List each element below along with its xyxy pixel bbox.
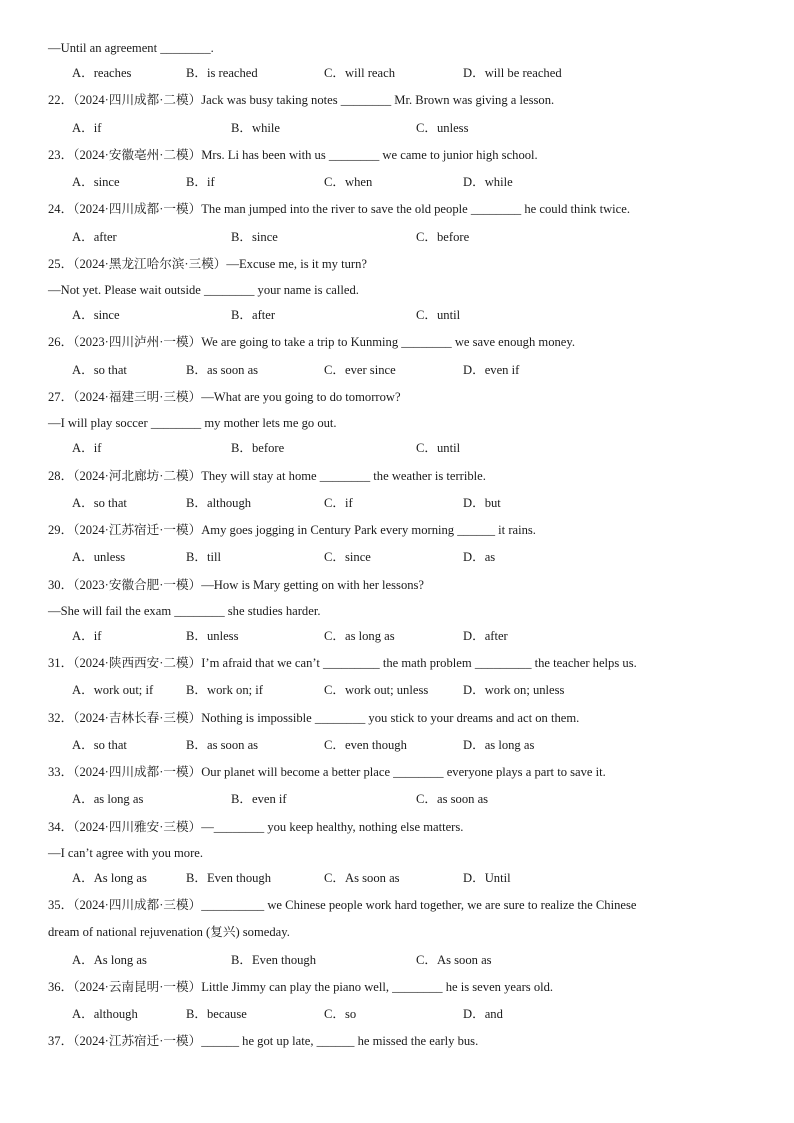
question-line: 34．（2024·四川雅安·三模）—________ you keep healthy, nothing else matters.: [48, 820, 464, 834]
answer-option-a: A．so that: [72, 363, 127, 377]
answer-option-b: B．unless: [186, 629, 239, 643]
answer-option-b: B．work on; if: [186, 683, 263, 697]
question-line: 30．（2023·安徽合肥·一模）—How is Mary getting on with her lessons?: [48, 578, 425, 592]
answer-option-c: C．until: [416, 308, 461, 322]
answer-option-a: A．since: [72, 308, 120, 322]
question-line: 22．（2024·四川成都·二模）Jack was busy taking notes ________ Mr. Brown was giving a lesson.: [48, 93, 555, 107]
answer-option-a: A．if: [72, 629, 102, 643]
answer-option-b: B．while: [231, 121, 280, 135]
answer-option-b: B．till: [186, 550, 221, 564]
question-line: 26．（2023·四川泸州·一模）We are going to take a trip to Kunming ________ we save enough money.: [48, 335, 576, 349]
answer-option-c: C．so: [324, 1007, 357, 1021]
question-line: 25．（2024·黑龙江哈尔滨·三模）—Excuse me, is it my turn?: [48, 257, 368, 271]
answer-option-c: C．work out; unless: [324, 683, 429, 697]
answer-option-a: A．as long as: [72, 792, 144, 806]
question-line: —Until an agreement ________.: [48, 41, 214, 55]
answer-option-b: B．although: [186, 496, 252, 510]
answer-option-c: C．As soon as: [324, 871, 400, 885]
answer-option-a: A．although: [72, 1007, 138, 1021]
answer-option-c: C．unless: [416, 121, 469, 135]
answer-option-c: C．as long as: [324, 629, 395, 643]
answer-option-d: D．after: [463, 629, 508, 643]
answer-option-b: B．even if: [231, 792, 287, 806]
answer-option-a: A．if: [72, 441, 102, 455]
question-line: 35．（2024·四川成都·三模）__________ we Chinese people work hard together, we are sure to realize the Chinese: [48, 898, 637, 912]
question-line: 31．（2024·陕西西安·二模）I’m afraid that we can’t _________ the math problem _________ the teacher helps us.: [48, 656, 637, 670]
answer-option-c: C．will reach: [324, 66, 395, 80]
answer-option-c: C．ever since: [324, 363, 396, 377]
answer-option-d: D．but: [463, 496, 501, 510]
answer-option-d: D．as long as: [463, 738, 535, 752]
answer-option-b: B．before: [231, 441, 285, 455]
answer-option-b: B．as soon as: [186, 738, 259, 752]
answer-option-d: D．and: [463, 1007, 503, 1021]
answer-option-a: A．since: [72, 175, 120, 189]
question-line: 27．（2024·福建三明·三模）—What are you going to do tomorrow?: [48, 390, 401, 404]
answer-option-b: B．because: [186, 1007, 247, 1021]
answer-option-a: A．if: [72, 121, 102, 135]
answer-option-a: A．As long as: [72, 871, 147, 885]
question-line: 28．（2024·河北廊坊·二模）They will stay at home ________ the weather is terrible.: [48, 469, 486, 483]
answer-option-d: D．while: [463, 175, 513, 189]
answer-option-c: C．before: [416, 230, 470, 244]
answer-option-a: A．As long as: [72, 953, 147, 967]
answer-option-a: A．after: [72, 230, 117, 244]
question-line: 36．（2024·云南昆明·一模）Little Jimmy can play the piano well, ________ he is seven years old.: [48, 980, 554, 994]
answer-option-b: B．Even though: [186, 871, 272, 885]
question-line: 33．（2024·四川成都·一模）Our planet will become a better place ________ everyone plays a part to save it.: [48, 765, 606, 779]
answer-option-d: D．even if: [463, 363, 520, 377]
answer-option-a: A．so that: [72, 738, 127, 752]
answer-option-b: B．if: [186, 175, 215, 189]
question-line: 32．（2024·吉林长春·三模）Nothing is impossible ________ you stick to your dreams and act on them.: [48, 711, 580, 725]
answer-option-d: D．Until: [463, 871, 511, 885]
question-line: —I can’t agree with you more.: [48, 846, 204, 860]
question-line: dream of national rejuvenation (复兴) someday.: [48, 925, 290, 939]
answer-option-a: A．so that: [72, 496, 127, 510]
answer-option-b: B．as soon as: [186, 363, 259, 377]
answer-option-a: A．unless: [72, 550, 126, 564]
answer-option-c: C．as soon as: [416, 792, 489, 806]
answer-option-c: C．if: [324, 496, 353, 510]
answer-option-c: C．until: [416, 441, 461, 455]
answer-option-d: D．will be reached: [463, 66, 562, 80]
answer-option-b: B．is reached: [186, 66, 258, 80]
answer-option-c: C．As soon as: [416, 953, 492, 967]
answer-option-c: C．when: [324, 175, 373, 189]
answer-option-c: C．even though: [324, 738, 407, 752]
question-line: 23．（2024·安徽亳州·二模）Mrs. Li has been with us ________ we came to junior high school.: [48, 148, 538, 162]
answer-option-c: C．since: [324, 550, 371, 564]
question-line: —Not yet. Please wait outside ________ your name is called.: [48, 283, 359, 297]
answer-option-b: B．after: [231, 308, 276, 322]
answer-option-a: A．work out; if: [72, 683, 154, 697]
question-line: 24．（2024·四川成都·一模）The man jumped into the river to save the old people ________ he could think twice.: [48, 202, 630, 216]
answer-option-b: B．since: [231, 230, 278, 244]
answer-option-a: A．reaches: [72, 66, 132, 80]
answer-option-b: B．Even though: [231, 953, 317, 967]
question-line: —I will play soccer ________ my mother lets me go out.: [48, 416, 337, 430]
answer-option-d: D．as: [463, 550, 496, 564]
answer-option-d: D．work on; unless: [463, 683, 565, 697]
question-line: 29．（2024·江苏宿迁·一模）Amy goes jogging in Century Park every morning ______ it rains.: [48, 523, 536, 537]
question-line: 37．（2024·江苏宿迁·一模）______ he got up late, ______ he missed the early bus.: [48, 1034, 479, 1048]
question-line: —She will fail the exam ________ she studies harder.: [48, 604, 321, 618]
